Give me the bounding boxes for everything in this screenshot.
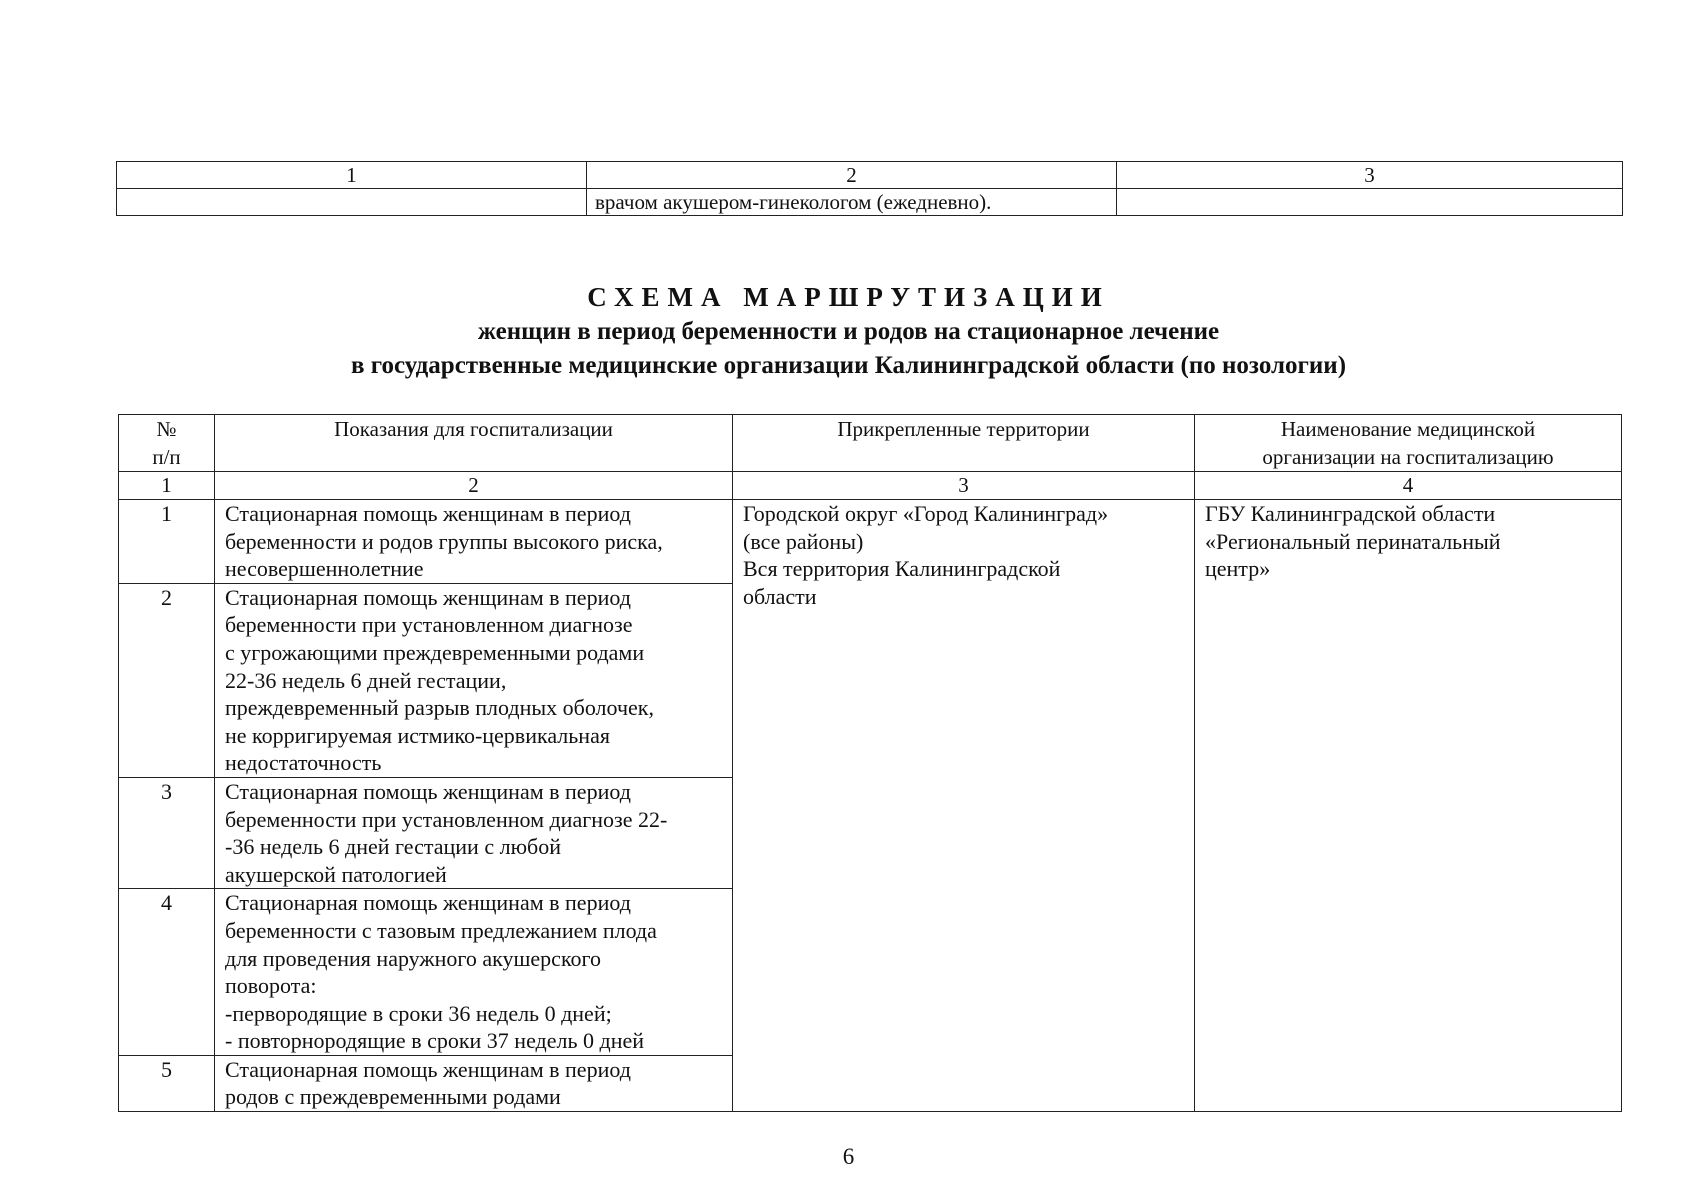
column-number: 2 <box>215 472 733 500</box>
indication-line: Стационарная помощь женщинам в период <box>225 1056 631 1082</box>
territory-line: (все районы) <box>743 528 864 554</box>
table-header-row <box>119 415 1622 472</box>
indication-line: беременности при установленном диагнозе <box>225 612 633 638</box>
row-number: 4 <box>119 889 215 1056</box>
indication-line: беременности с тазовым предлежанием плода <box>225 917 657 943</box>
territory-line: Городской округ «Город Калининград» <box>743 501 1109 526</box>
continuation-content-row <box>117 189 1623 216</box>
continuation-col-number: 3 <box>1117 162 1623 189</box>
indication-line: несовершеннолетние <box>225 556 424 582</box>
row-indication <box>215 500 733 584</box>
header-text-line: № <box>156 417 177 441</box>
organization-cell <box>1195 500 1622 1112</box>
header-territories <box>733 415 1195 472</box>
indication-line: -36 недель 6 дней гестации с любой <box>225 834 561 860</box>
organization-line: «Региональный перинатальный <box>1205 528 1501 554</box>
indication-line: родов с преждевременными родами <box>225 1084 561 1110</box>
header-text-line: п/п <box>152 445 181 469</box>
indication-line: 22-36 недель 6 дней гестации, <box>225 667 507 693</box>
continuation-cell: врачом акушером-гинекологом (ежедневно). <box>587 189 1117 216</box>
indication-line: беременности и родов группы высокого риска, <box>225 528 663 554</box>
indication-line: беременности при установленном диагнозе 22- <box>225 806 668 832</box>
row-indication <box>215 583 733 777</box>
document-subtitle-line: в государственные медицинские организации Калининградской области (по нозологии) <box>350 352 1347 379</box>
territory-line: Вся территория Калининградской <box>743 556 1061 582</box>
indication-line: не корригируемая истмико-цервикальная <box>225 722 610 748</box>
routing-table <box>118 414 1622 1112</box>
row-number: 1 <box>119 500 215 584</box>
header-organization <box>1195 415 1622 472</box>
indication-line: поворота: <box>225 973 317 999</box>
continuation-table <box>116 161 1623 216</box>
row-indication <box>215 1055 733 1111</box>
column-number-row <box>119 472 1622 500</box>
indication-line: для проведения наружного акушерского <box>225 945 601 971</box>
continuation-number-row <box>117 162 1623 189</box>
indication-line: Стационарная помощь женщинам в период <box>225 584 631 610</box>
indication-line: -первородящие в сроки 36 недель 0 дней; <box>225 1000 612 1026</box>
column-number: 3 <box>733 472 1195 500</box>
indication-line: с угрожающими преждевременными родами <box>225 639 645 665</box>
header-text-line: Показания для госпитализации <box>334 417 613 441</box>
header-text-line: организации на госпитализацию <box>1262 445 1554 469</box>
row-number: 3 <box>119 777 215 888</box>
row-indication <box>215 777 733 888</box>
continuation-cell <box>117 189 587 216</box>
header-text-line: Наименование медицинской <box>1280 417 1536 441</box>
indication-line: недостаточность <box>225 750 382 776</box>
row-indication <box>215 889 733 1056</box>
column-number: 1 <box>119 472 215 500</box>
indication-line: преждевременный разрыв плодных оболочек, <box>225 695 654 721</box>
table-row <box>119 500 1622 584</box>
header-indications <box>215 415 733 472</box>
indication-line: Стационарная помощь женщинам в период <box>225 890 631 916</box>
column-number: 4 <box>1195 472 1622 500</box>
continuation-col-number: 1 <box>117 162 587 189</box>
indication-line: Стационарная помощь женщинам в период <box>225 501 631 526</box>
row-number: 5 <box>119 1055 215 1111</box>
row-number: 2 <box>119 583 215 777</box>
organization-line: ГБУ Калининградской области <box>1205 501 1496 526</box>
indication-line: Стационарная помощь женщинам в период <box>225 778 631 804</box>
territories-cell <box>733 500 1195 1112</box>
header-number <box>119 415 215 472</box>
indication-line: - повторнородящие в сроки 37 недель 0 дней <box>225 1028 645 1054</box>
continuation-cell <box>1117 189 1623 216</box>
continuation-col-number: 2 <box>587 162 1117 189</box>
page-number: 6 <box>842 1144 855 1169</box>
header-text-line: Прикрепленные территории <box>837 417 1090 441</box>
organization-line: центр» <box>1205 556 1271 582</box>
document-title: СХЕМА МАРШРУТИЗАЦИИ <box>587 282 1110 312</box>
document-subtitle-line: женщин в период беременности и родов на стационарное лечение <box>477 318 1220 345</box>
territory-line: области <box>743 583 817 609</box>
indication-line: акушерской патологией <box>225 861 447 887</box>
